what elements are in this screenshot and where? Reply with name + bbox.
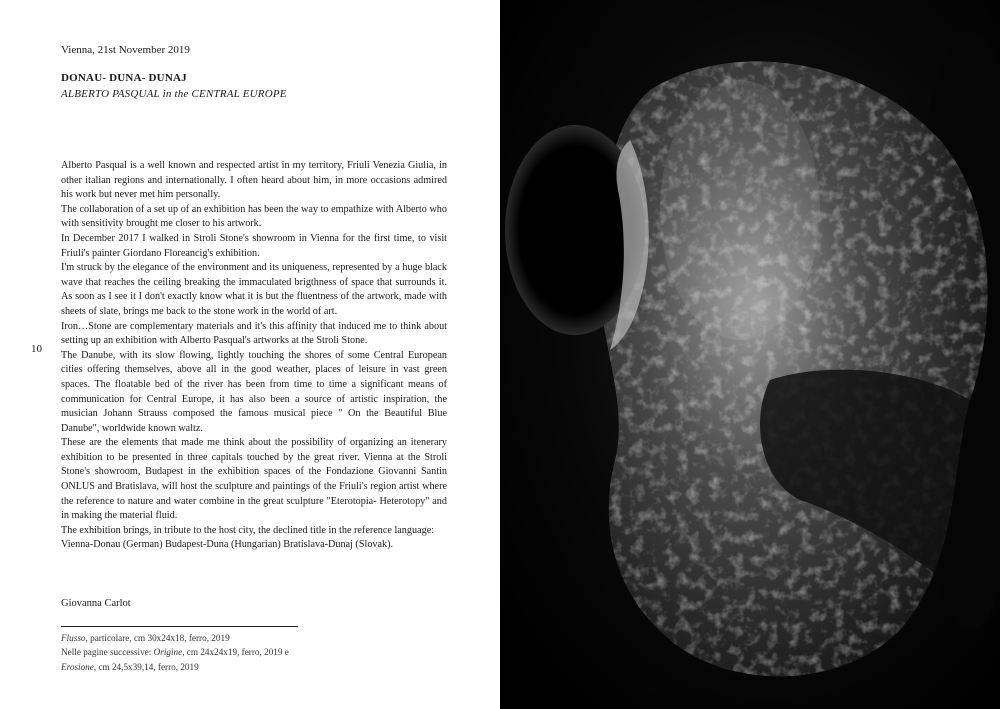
caption-line: Nelle pagine successive: Origine, cm 24x24x19, ferro, 2019 e <box>61 647 289 658</box>
paragraph: Iron…Stone are complementary materials and it's this affinity that induced me to think about setting up an exhibition with Alberto Pasqual's artworks at the Stroli Stone. <box>61 320 447 347</box>
caption-divider <box>61 626 298 627</box>
caption-line: Erosione, cm 24,5x39,14, ferro, 2019 <box>61 661 199 672</box>
article-body <box>61 159 447 553</box>
letter-date: Vienna, 21st November 2019 <box>61 44 190 56</box>
paragraph: The exhibition brings, in tribute to the host city, the declined title in the reference language: <box>61 524 435 536</box>
sculpture-image <box>500 0 1000 709</box>
paragraph: The collaboration of a set up of an exhibition has been the way to empathize with Alberto who with sensitivity brought me closer to his artwork. <box>61 203 447 230</box>
page-number: 10 <box>31 343 42 355</box>
paragraph: In December 2017 I walked in Stroli Stone's showroom in Vienna for the first time, to visit Friuli's painter Giordano Floreancig's exhibition. <box>61 232 447 259</box>
paragraph: Alberto Pasqual is a well known and respected artist in my territory, Friuli Venezia Giulia, in other italian regions and internationally. I often heard about him, in more occasions admired his work but never met him personally. <box>61 160 447 201</box>
sculpture-photo <box>500 0 1000 709</box>
paragraph: The Danube, with its slow flowing, lightly touching the shores of some Central European cities offering themselves, above all in the good weather, places of leisure in vast green spaces. The floatable bed of the river has been from time to time a significant means of communication for Central Europe, it has also been a source of artistic inspiration, the musician Johann Strauss composed the famous musical piece " On the Beautiful Blue Danube", worldwide known waltz. <box>61 349 447 434</box>
paragraph: Vienna-Donau (German) Budapest-Duna (Hungarian) Bratislava-Dunaj (Slovak). <box>61 539 394 551</box>
article-title: DONAU- DUNA- DUNAJ <box>61 72 187 84</box>
article-subtitle: ALBERTO PASQUAL in the CENTRAL EUROPE <box>61 88 287 100</box>
image-captions <box>61 631 289 674</box>
paragraph: I'm struck by the elegance of the environment and its uniqueness, represented by a huge black wave that reaches the ceiling breaking the immaculated brigthness of space that surrounds it. As soon as I see it I don't exactly know what it is but the fluentness of the artwork, made with sheets of slate, brings me back to the stone work in the world of art. <box>61 262 447 317</box>
paragraph: These are the elements that made me think about the possibility of organizing an itenerary exhibition to be presented in three capitals touched by the great river. Vienna at the Stroli Stone's showroom, Budapest in the exhibition spaces of the Fondazione Giovanni Santin ONLUS and Bratislava, will host the sculpture and paintings of the Friuli's region artist where the reference to nature and water combine in the great sculpture "Eterotopia- Heterotopy" and in making the material fluid. <box>61 437 447 522</box>
author-signature: Giovanna Carlot <box>61 598 131 609</box>
caption-line: Flusso, particolare, cm 30x24x18, ferro, 2019 <box>61 633 230 643</box>
